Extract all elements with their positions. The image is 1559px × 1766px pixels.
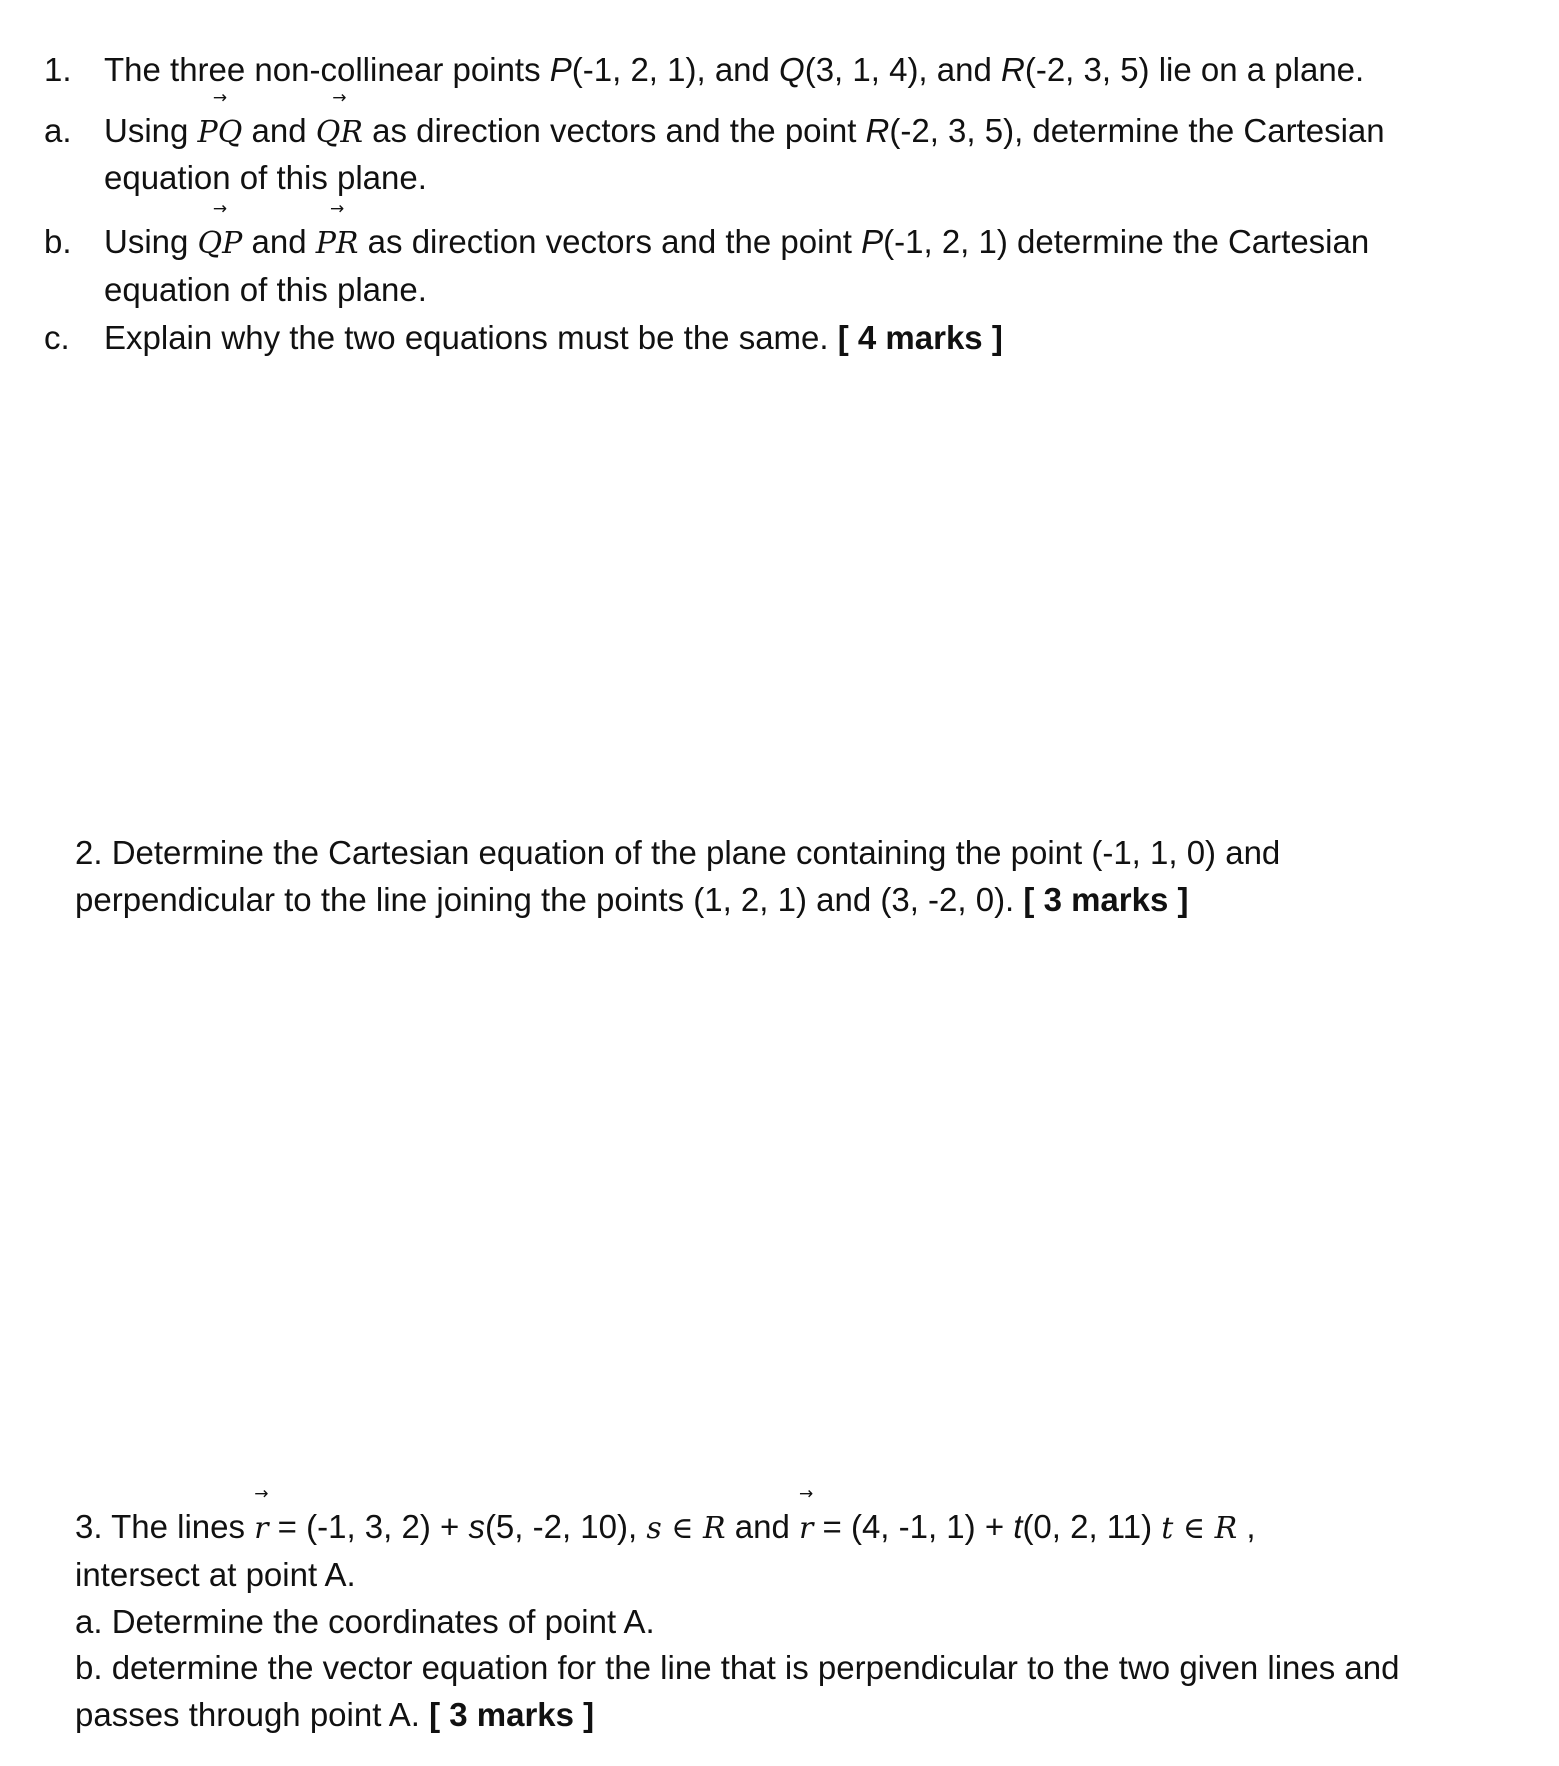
q3-eq1b: (5, -2, 10), (484, 1508, 647, 1545)
q3-part-b-line1: b. determine the vector equation for the line that is perpendicular to the two given lines and (75, 1649, 1400, 1686)
q1-part-b-line1 (104, 199, 1370, 264)
q1a-text2: (-2, 3, 5), determine the Cartesian (889, 112, 1385, 149)
q1-part-b-label: b. (44, 223, 72, 260)
vector-r-1 (254, 1484, 269, 1549)
q1-part-b-line2: equation of this plane. (104, 271, 427, 308)
q1-marks: [ 4 marks ] (837, 319, 1003, 356)
vector-arrow-icon: → (332, 88, 347, 108)
q1-part-c-label: c. (44, 319, 70, 356)
vector-pr (315, 199, 359, 264)
vector-pq-label: PQ (197, 115, 243, 150)
vector-qp (197, 199, 243, 264)
q1-point-q-coords: (3, 1, 4), and (804, 51, 1001, 88)
q1-intro-text: The three non-collinear points (104, 51, 550, 88)
q1b-text1: as direction vectors and the point (358, 223, 862, 260)
q3-part-a: a. Determine the coordinates of point A. (75, 1603, 655, 1640)
q2-line2-text: perpendicular to the line joining the points (1, 2, 1) and (3, -2, 0). (75, 881, 1024, 918)
q3-t-var: t (1013, 1508, 1023, 1545)
q1b-using: Using (104, 223, 198, 260)
q1b-point-p: P (861, 223, 884, 260)
vector-qr-label: QR (315, 115, 363, 150)
q1-point-q-name: Q (779, 51, 805, 88)
vector-r-2-label: r (799, 1511, 814, 1546)
q3-domain-t: t ∈ R (1161, 1511, 1238, 1546)
vector-arrow-icon: → (799, 1484, 814, 1504)
vector-pq (197, 88, 243, 153)
q1b-text2: (-1, 2, 1) determine the Cartesian (883, 223, 1370, 260)
q1a-using: Using (104, 112, 198, 149)
q3-line2: intersect at point A. (75, 1556, 356, 1593)
q2-line2 (75, 880, 1189, 920)
q1-point-p-name: P (549, 51, 572, 88)
q1-part-a-label: a. (44, 112, 72, 149)
q3-eq1a: = (-1, 3, 2) + (268, 1508, 469, 1545)
q1-intro (104, 50, 1364, 90)
q1a-text1: as direction vectors and the point (362, 112, 866, 149)
vector-r-2 (799, 1484, 814, 1549)
q3-domain-s: s ∈ R (646, 1511, 726, 1546)
q1c-text: Explain why the two equations must be the same. (104, 319, 838, 356)
q1-part-a-line2: equation of this plane. (104, 159, 427, 196)
q1-point-r-name: R (1001, 51, 1025, 88)
q1-point-r-coords: (-2, 3, 5) lie on a plane. (1024, 51, 1365, 88)
q2-marks: [ 3 marks ] (1023, 881, 1189, 918)
q3-part-b-line2 (75, 1695, 594, 1735)
q3-s-var: s (468, 1508, 485, 1545)
vector-arrow-icon: → (212, 199, 228, 219)
q1b-and: and (242, 223, 316, 260)
q1-point-p-coords: (-1, 2, 1), and (571, 51, 780, 88)
q3-and: and (725, 1508, 799, 1545)
q1-number: 1. (44, 51, 72, 88)
q3-part-b-line2-text: passes through point A. (75, 1696, 430, 1733)
vector-qr (315, 88, 363, 153)
vector-arrow-icon: → (254, 1484, 269, 1504)
q3-tail: , (1237, 1508, 1256, 1545)
vector-r-1-label: r (254, 1511, 269, 1546)
vector-qp-label: QP (197, 226, 243, 261)
q3-line1 (75, 1484, 1256, 1549)
q3-marks: [ 3 marks ] (429, 1696, 595, 1733)
q1a-and: and (242, 112, 316, 149)
q1-part-c-line (104, 318, 1003, 358)
q2-line1: 2. Determine the Cartesian equation of the plane containing the point (-1, 1, 0) and (75, 834, 1281, 871)
q1-part-a-line1 (104, 88, 1385, 153)
q3-eq2b: (0, 2, 11) (1022, 1508, 1162, 1545)
q3-eq2a: = (4, -1, 1) + (813, 1508, 1014, 1545)
vector-arrow-icon: → (330, 199, 345, 219)
vector-pr-label: PR (315, 226, 359, 261)
q1a-point-r: R (865, 112, 890, 149)
q3-lead: 3. The lines (75, 1508, 255, 1545)
vector-arrow-icon: → (212, 88, 228, 108)
